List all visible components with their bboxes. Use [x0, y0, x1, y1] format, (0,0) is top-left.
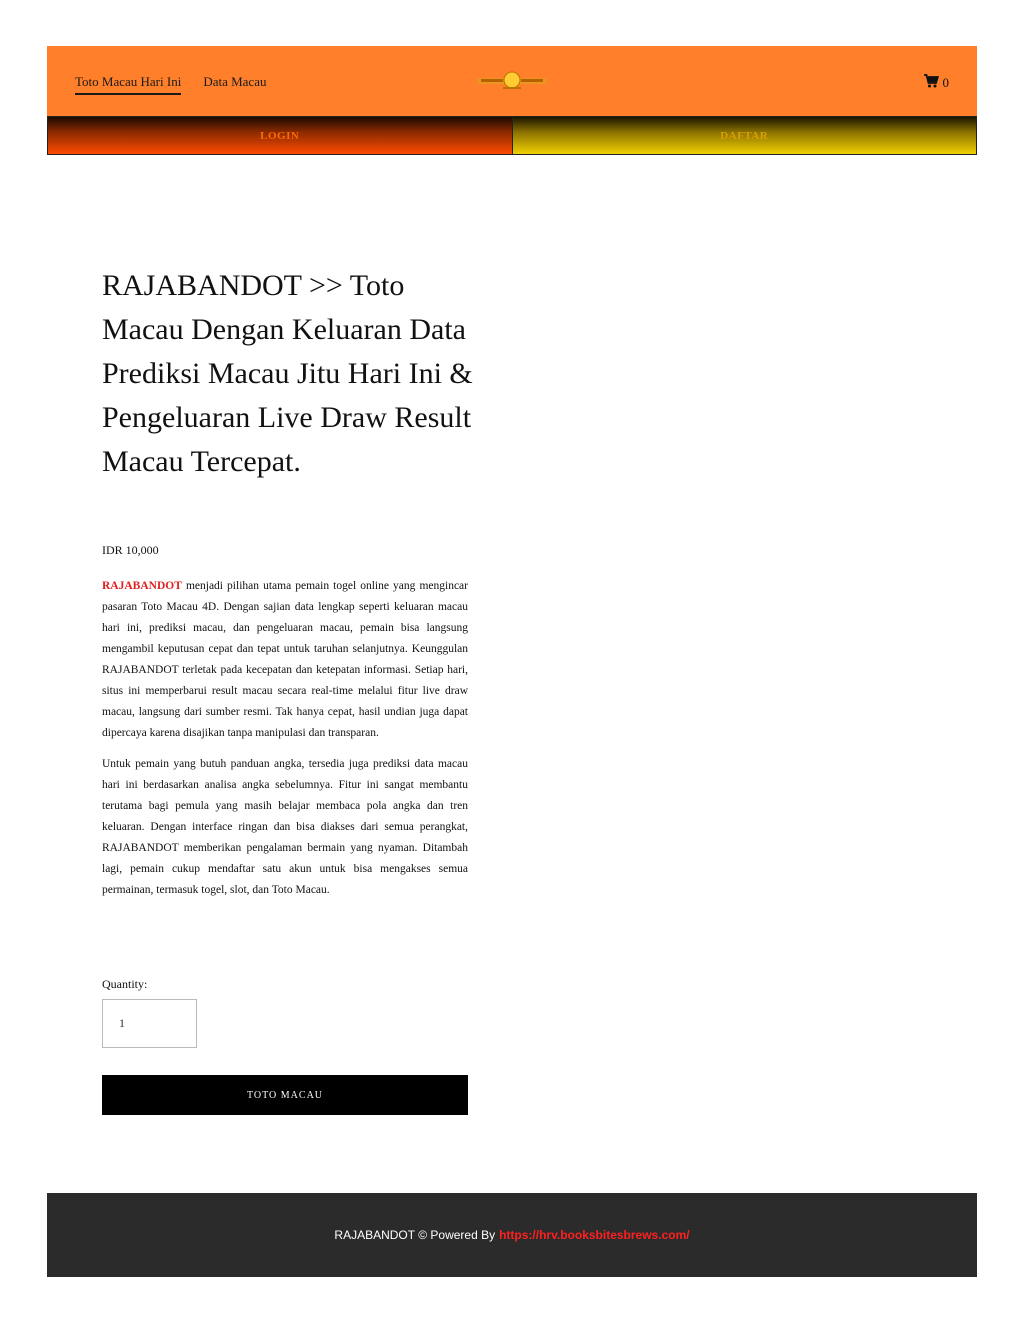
brand-link[interactable]: RAJABANDOT: [102, 580, 182, 592]
footer-text: RAJABANDOT © Powered By: [334, 1228, 496, 1242]
login-button[interactable]: LOGIN: [48, 117, 513, 154]
cart[interactable]: [923, 73, 950, 93]
sun-logo-icon[interactable]: [477, 70, 547, 92]
product-title: RAJABANDOT >> Toto Macau Dengan Keluaran Data Prediksi Macau Jitu Hari Ini & Pengeluaran Live Draw Result Macau Tercepat.: [102, 269, 473, 478]
cart-count: 0: [942, 75, 949, 90]
nav-link-data-macau[interactable]: Data Macau: [203, 74, 267, 89]
auth-bar: [47, 116, 977, 155]
cart-icon: [923, 73, 939, 93]
description-paragraph-1: [102, 576, 468, 744]
main-nav: [75, 74, 266, 95]
site-footer: [47, 1193, 977, 1277]
site-header: [47, 46, 977, 116]
toto-macau-button[interactable]: TOTO MACAU: [102, 1075, 468, 1115]
nav-link-toto-macau-hari-ini[interactable]: Toto Macau Hari Ini: [75, 74, 181, 95]
footer-link[interactable]: https://hrv.booksbitesbrews.com/: [499, 1228, 690, 1242]
description-paragraph-2: Untuk pemain yang butuh panduan angka, tersedia juga prediksi data macau hari ini berdasarkan analisa angka sebelumnya. Fitur ini sangat membantu terutama bagi pemula yang masih belajar membaca pola angka dan tren keluaran. Dengan interface ringan dan bisa diakses dari semua perangkat, RAJABANDOT memberikan pengalaman bermain yang nyaman. Ditambah lagi, pemain cukup mendaftar satu akun untuk bisa mengakses semua permainan, termasuk togel, slot, dan Toto Macau.: [102, 758, 468, 896]
product-price: IDR 10,000: [102, 543, 159, 557]
paragraph-1-text: menjadi pilihan utama pemain togel online yang mengincar pasaran Toto Macau 4D. Dengan sajian data lengkap seperti keluaran macau hari ini, prediksi macau, dan pengeluaran macau, pemain bisa langsung mengambil keputusan cepat dan tepat untuk taruhan selanjutnya. Keunggulan RAJABANDOT terletak pada kecepatan dan ketepatan informasi. Setiap hari, situs ini memperbarui result macau secara real-time melalui fitur live draw macau, langsung dari sumber resmi. Tak hanya cepat, hasil undian juga dapat dipercaya karena disajikan tanpa manipulasi dan transparan.: [102, 580, 468, 739]
quantity-field[interactable]: [102, 999, 197, 1048]
quantity-label: Quantity:: [102, 977, 148, 991]
daftar-button[interactable]: DAFTAR: [513, 117, 977, 154]
product-description: [102, 576, 468, 911]
